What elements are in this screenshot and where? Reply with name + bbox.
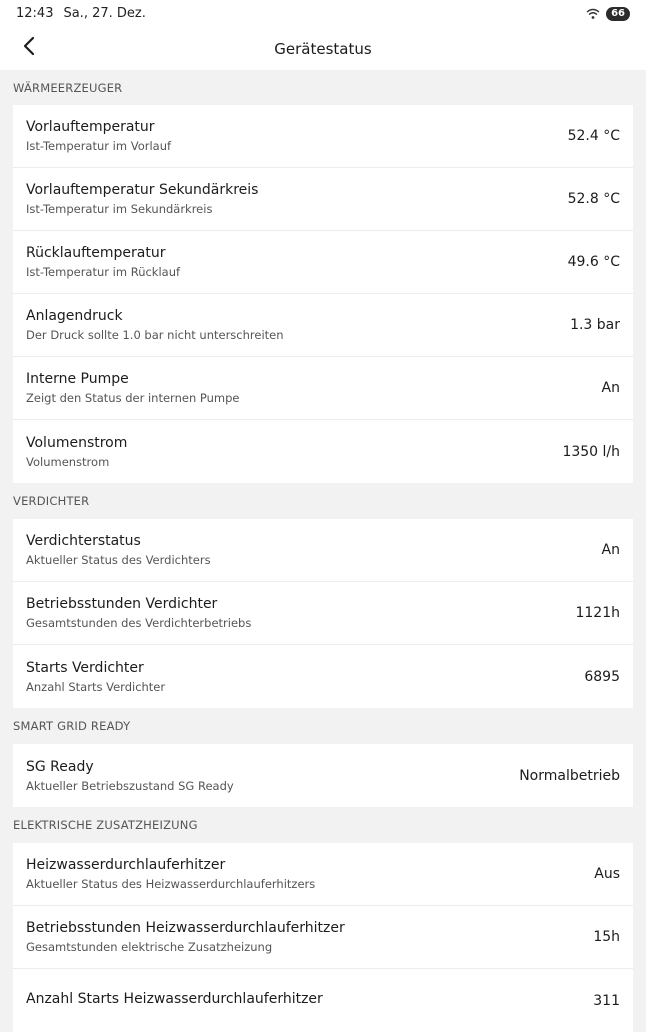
- row-text: [26, 596, 251, 630]
- status-row: [13, 519, 633, 582]
- app-bar: [0, 27, 646, 70]
- status-row: [13, 231, 633, 294]
- status-right: [586, 7, 630, 21]
- section-card: [13, 744, 633, 807]
- row-value: 15h: [593, 929, 620, 945]
- wifi-icon: [586, 8, 600, 20]
- row-title: Betriebsstunden Heizwasserdurchlauferhitzer: [26, 920, 345, 936]
- section-card: [13, 843, 633, 1032]
- row-subtitle: Anzahl Starts Verdichter: [26, 679, 166, 694]
- row-value: 1350 l/h: [562, 443, 620, 460]
- status-row: [13, 744, 633, 807]
- row-value: 52.4 °C: [567, 128, 620, 144]
- row-title: SG Ready: [26, 758, 94, 775]
- row-value: Aus: [594, 866, 620, 882]
- status-row: [13, 420, 633, 483]
- row-subtitle: Ist-Temperatur im Vorlauf: [26, 139, 172, 153]
- status-row: [13, 906, 633, 969]
- section-wrapper: [0, 105, 646, 483]
- row-subtitle: Gesamtstunden elektrische Zusatzheizung: [26, 940, 273, 954]
- row-subtitle: Ist-Temperatur im Sekundärkreis: [26, 202, 213, 216]
- row-title: Interne Pumpe: [26, 371, 129, 387]
- row-text: [26, 759, 234, 793]
- row-value: An: [601, 542, 620, 558]
- section-wrapper: [0, 744, 646, 807]
- status-row: [13, 357, 633, 420]
- row-value: 1.3 bar: [570, 317, 620, 333]
- row-text: [26, 660, 165, 694]
- section-wrapper: [0, 519, 646, 708]
- status-row: [13, 105, 633, 168]
- status-row: [13, 645, 633, 708]
- section-card: [13, 105, 633, 483]
- row-title: Verdichterstatus: [26, 533, 141, 549]
- row-text: [26, 182, 258, 216]
- row-value: Normalbetrieb: [519, 767, 620, 784]
- device-status-list: [0, 70, 646, 1032]
- row-text: [26, 435, 127, 469]
- row-text: [26, 991, 323, 1011]
- row-title: Volumenstrom: [26, 434, 128, 451]
- status-row: [13, 582, 633, 645]
- section-header: VERDICHTER: [13, 494, 90, 508]
- row-subtitle: Der Druck sollte 1.0 bar nicht unterschreiten: [26, 328, 284, 342]
- status-row: [13, 168, 633, 231]
- row-subtitle: Volumenstrom: [26, 454, 110, 469]
- row-title: Vorlauftemperatur Sekundärkreis: [26, 182, 259, 198]
- row-subtitle: Aktueller Betriebszustand SG Ready: [26, 778, 234, 793]
- status-time: 12:43: [16, 6, 54, 21]
- row-title: Starts Verdichter: [26, 659, 144, 676]
- row-text: [26, 245, 180, 279]
- row-title: Rücklauftemperatur: [26, 245, 166, 261]
- status-date: Sa., 27. Dez.: [63, 6, 146, 21]
- status-bar: [0, 0, 646, 27]
- row-title: Heizwasserdurchlauferhitzer: [26, 857, 226, 873]
- row-subtitle: Ist-Temperatur im Rücklauf: [26, 265, 181, 279]
- row-text: [26, 533, 211, 567]
- back-button[interactable]: [14, 33, 44, 63]
- row-title: Betriebsstunden Verdichter: [26, 596, 218, 612]
- status-left: [16, 6, 146, 21]
- battery-badge: 66: [606, 7, 630, 21]
- row-subtitle: Zeigt den Status der internen Pumpe: [26, 391, 240, 405]
- row-value: An: [601, 380, 620, 396]
- row-text: [26, 308, 284, 342]
- row-title: Vorlauftemperatur: [26, 119, 155, 135]
- status-row: [13, 969, 633, 1032]
- status-row: [13, 294, 633, 357]
- row-value: 1121h: [575, 605, 620, 621]
- row-subtitle: Aktueller Status des Verdichters: [26, 553, 211, 567]
- row-text: [26, 371, 240, 405]
- row-value: 6895: [584, 668, 620, 685]
- section-card: [13, 519, 633, 708]
- row-subtitle: Aktueller Status des Heizwasserdurchlauferhitzers: [26, 877, 316, 891]
- section-header: ELEKTRISCHE ZUSATZHEIZUNG: [13, 818, 198, 832]
- row-text: [26, 920, 345, 954]
- status-row: [13, 843, 633, 906]
- row-title: Anzahl Starts Heizwasserdurchlauferhitzer: [26, 990, 323, 1007]
- section-wrapper: [0, 843, 646, 1032]
- row-value: 52.8 °C: [567, 191, 620, 207]
- page-title: Gerätestatus: [274, 39, 372, 58]
- row-text: [26, 857, 315, 891]
- row-text: [26, 119, 171, 153]
- row-title: Anlagendruck: [26, 308, 123, 324]
- row-value: 311: [593, 992, 620, 1009]
- row-subtitle: Gesamtstunden des Verdichterbetriebs: [26, 616, 252, 630]
- section-header: WÄRMEERZEUGER: [13, 80, 123, 95]
- chevron-left-icon: [23, 37, 35, 59]
- row-value: 49.6 °C: [567, 254, 620, 270]
- section-header: SMART GRID READY: [13, 719, 131, 733]
